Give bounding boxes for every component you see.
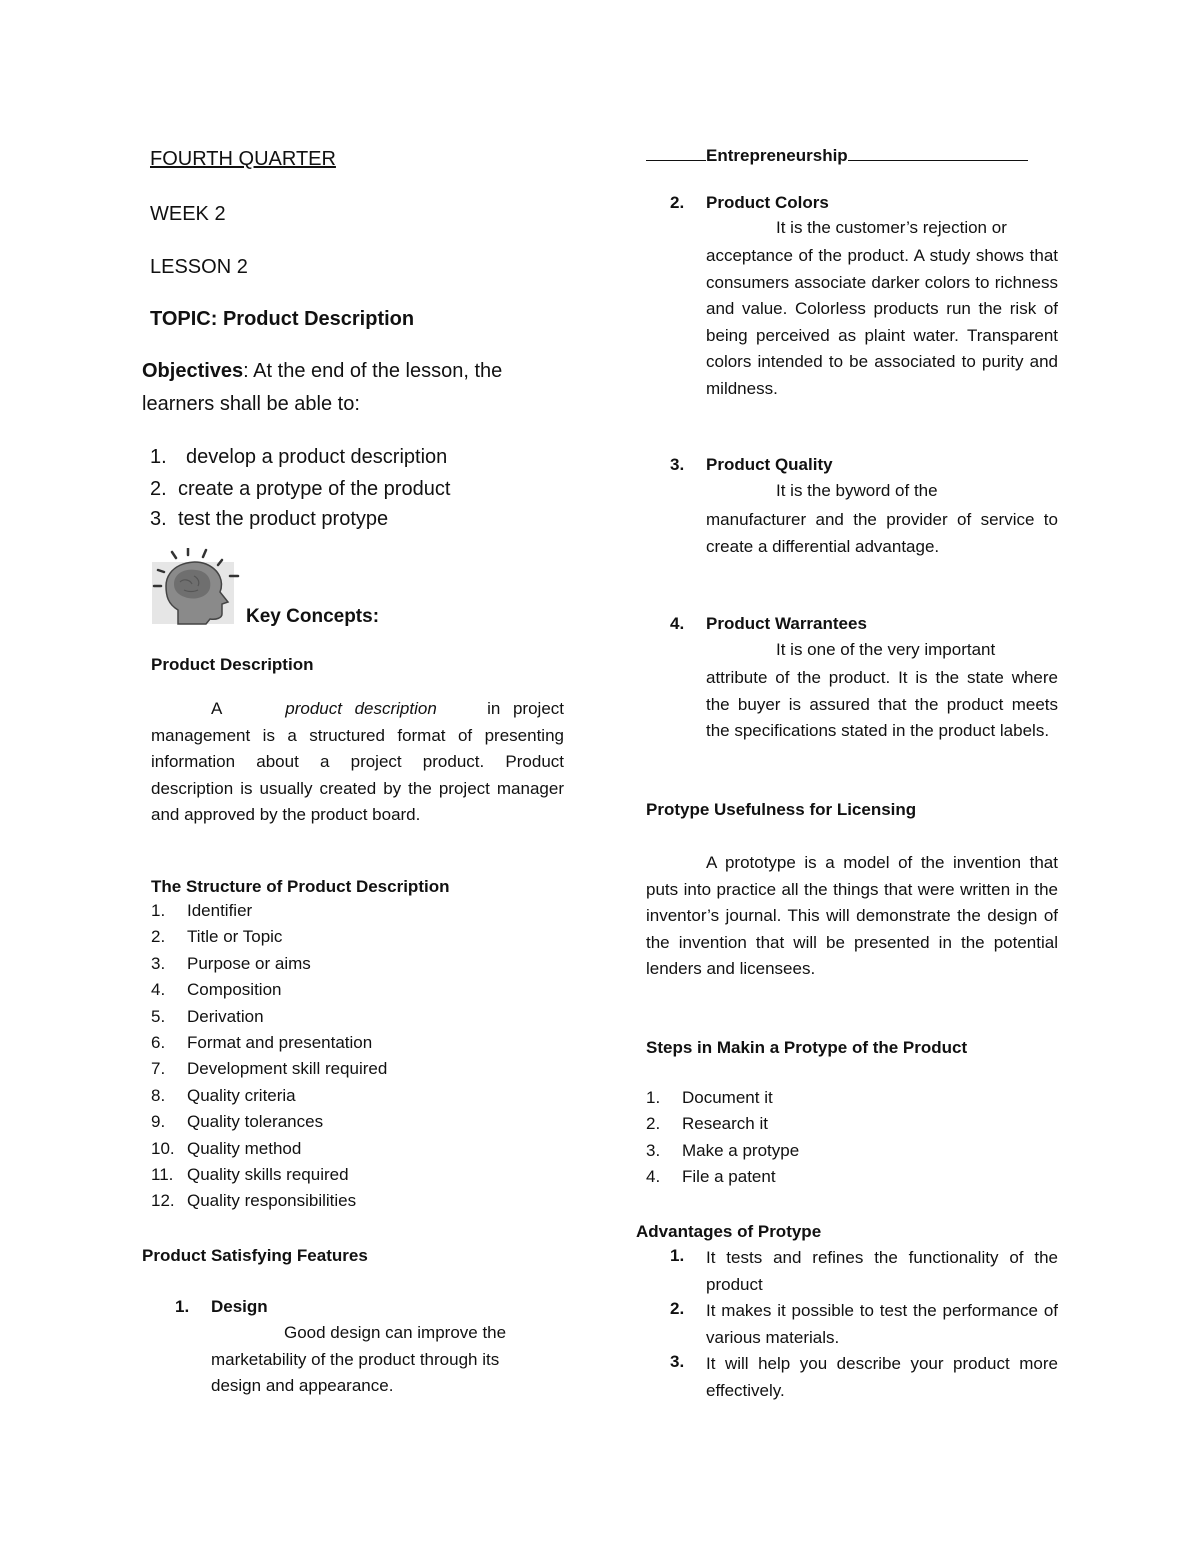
topic-title: TOPIC: Product Description xyxy=(150,308,415,330)
feature-quality-text: manufacturer and the provider of service to create a differential advantage. xyxy=(706,510,1058,556)
structure-item: 9. Quality tolerances xyxy=(151,1112,324,1132)
product-description-paragraph: A product description in project management is a structured format of presenting information about a project product. Product description is usually created by the project manager and approved by the product board. xyxy=(151,699,564,824)
advantage-text: It tests and refines the functionality of the product xyxy=(706,1248,1058,1294)
feature-design-title: 1. Design xyxy=(175,1297,268,1316)
week-label: WEEK 2 xyxy=(150,203,226,225)
feature-colors-first-line: It is the customer’s rejection or xyxy=(776,218,1007,237)
brain-head-icon xyxy=(150,548,248,626)
structure-item: 12. Quality responsibilities xyxy=(151,1191,357,1211)
structure-item: 2. Title or Topic xyxy=(151,927,283,947)
satisfying-features-heading: Product Satisfying Features xyxy=(142,1246,368,1265)
step-item: 1. Document it xyxy=(646,1088,773,1107)
step-item: 4. File a patent xyxy=(646,1167,776,1187)
feature-quality-first-line: It is the byword of the xyxy=(776,481,938,500)
structure-item: 11. Quality skills required xyxy=(151,1165,349,1184)
feature-warrantees-first-line: It is one of the very important xyxy=(776,640,996,659)
objectives-text-2: learners shall be able to: xyxy=(142,393,360,415)
objectives-text: : At the end of the lesson, the xyxy=(243,360,503,382)
structure-item: 3. Purpose or aims xyxy=(151,953,311,973)
structure-item: 1. Identifier xyxy=(151,901,253,920)
objective-item: 3. test the product protype xyxy=(150,508,389,530)
subject-header: Entrepreneurship xyxy=(646,146,1028,166)
structure-item: 10. Quality method xyxy=(151,1138,302,1158)
advantage-item: 1. xyxy=(670,1246,685,1265)
advantage-text: It makes it possible to test the performance of various materials. xyxy=(706,1301,1058,1347)
licensing-heading: Protype Usefulness for Licensing xyxy=(646,800,917,819)
licensing-paragraph: A prototype is a model of the invention that puts into practice all the things that were written in the inventor’s journal. This will demonstrate the design of the invention that will be presented in the potential lenders and licensees. xyxy=(646,853,1058,978)
feature-quality-title: 3. Product Quality xyxy=(670,455,833,474)
structure-item: 8. Quality criteria xyxy=(151,1085,296,1105)
objective-item: 2. create a protype of the product xyxy=(150,478,451,500)
advantage-item: 2. xyxy=(670,1299,685,1318)
objective-item: 1. develop a product description xyxy=(150,446,448,468)
structure-heading: The Structure of Product Description xyxy=(151,877,450,896)
design-line-2: marketability of the product through its xyxy=(211,1350,500,1369)
feature-colors-text: acceptance of the product. A study shows that consumers associate darker colors to richness and value. Colorless products run the risk of being perceived as plaint water. Transparent colors intended to be associated to purity and mildness. xyxy=(706,246,1058,398)
feature-colors-title: 2. Product Colors xyxy=(670,193,829,212)
lesson-label: LESSON 2 xyxy=(150,256,248,278)
feature-warrantees-text: attribute of the product. It is the state where the buyer is assured that the product meets the specifications stated in the product labels. xyxy=(706,668,1058,740)
structure-item: 5. Derivation xyxy=(151,1006,264,1026)
advantage-text: It will help you describe your product more effectively. xyxy=(706,1354,1058,1400)
design-line-1: Good design can improve the xyxy=(284,1323,507,1342)
objectives-intro xyxy=(142,360,502,383)
feature-warrantees-title: 4. Product Warrantees xyxy=(670,614,867,633)
key-concepts-heading: Key Concepts: xyxy=(246,606,380,627)
step-item: 2. Research it xyxy=(646,1114,768,1134)
product-description-heading: Product Description xyxy=(151,655,314,674)
step-item: 3. Make a protype xyxy=(646,1140,800,1160)
quarter-heading: FOURTH QUARTER xyxy=(150,148,336,170)
structure-item: 7. Development skill required xyxy=(151,1059,388,1079)
structure-item: 6. Format and presentation xyxy=(151,1033,373,1052)
advantages-heading: Advantages of Protype xyxy=(636,1222,822,1241)
steps-heading: Steps in Makin a Protype of the Product xyxy=(646,1038,968,1057)
design-line-3: design and appearance. xyxy=(211,1376,394,1395)
structure-item: 4. Composition xyxy=(151,980,282,1000)
advantage-item: 3. xyxy=(670,1352,685,1371)
objectives-label: Objectives xyxy=(142,360,244,382)
